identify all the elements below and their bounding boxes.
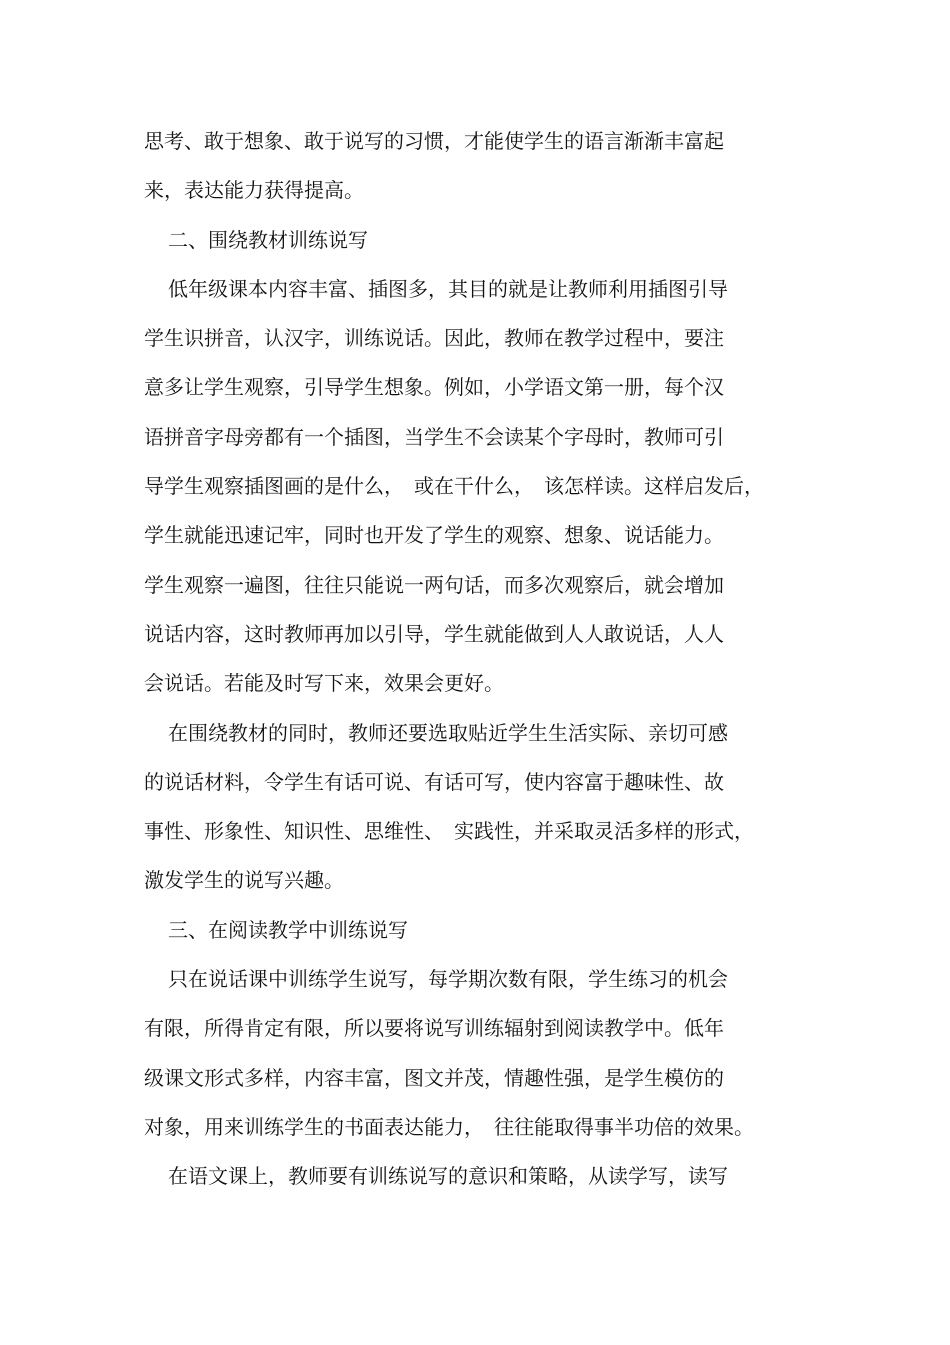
text-line: 思考、敢于想象、敢于说写的习惯，才能使学生的语言渐渐丰富起 <box>144 129 724 153</box>
document-body <box>144 122 794 1207</box>
text-line: 在围绕教材的同时，教师还要选取贴近学生生活实际、亲切可感 <box>168 720 728 745</box>
text-line: 的说话材料，令学生有话可说、有话可写，使内容富于趣味性、故 <box>144 769 724 794</box>
text-line: 在语文课上，教师要有训练说写的意识和策略，从读学写，读写 <box>168 1164 728 1189</box>
text-line: 来，表达能力获得提高。 <box>144 178 364 203</box>
text-line: 级课文形式多样，内容丰富，图文并茂，情趣性强，是学生模仿的 <box>144 1065 724 1090</box>
text-line: 导学生观察插图画的是什么， 或在干什么， 该怎样读。这样启发后， <box>144 474 764 499</box>
text-line: 低年级课本内容丰富、插图多，其目的就是让教师利用插图引导 <box>168 276 728 301</box>
section-heading: 二、围绕教材训练说写 <box>168 227 368 252</box>
text-line: 语拼音字母旁都有一个插图，当学生不会读某个字母时，教师可引 <box>144 424 724 449</box>
text-line: 说话内容，这时教师再加以引导，学生就能做到人人敢说话，人人 <box>144 621 724 646</box>
text-line: 意多让学生观察，引导学生想象。例如，小学语文第一册，每个汉 <box>144 375 724 400</box>
text-line: 学生就能迅速记牢，同时也开发了学生的观察、想象、说话能力。 <box>144 523 724 548</box>
text-line: 学生识拼音，认汉字，训练说话。因此，教师在教学过程中，要注 <box>144 326 724 351</box>
text-line: 学生观察一遍图，往往只能说一两句话，而多次观察后，就会增加 <box>144 572 724 597</box>
text-line: 只在说话课中训练学生说写，每学期次数有限，学生练习的机会 <box>168 967 728 992</box>
text-line: 事性、形象性、知识性、思维性、 实践性，并采取灵活多样的形式， <box>144 819 754 844</box>
section-heading: 三、在阅读教学中训练说写 <box>168 917 408 942</box>
text-line: 有限，所得肯定有限，所以要将说写训练辐射到阅读教学中。低年 <box>144 1016 724 1041</box>
text-line: 对象，用来训练学生的书面表达能力， 往往能取得事半功倍的效果。 <box>144 1114 754 1139</box>
text-line: 会说话。若能及时写下来，效果会更好。 <box>144 671 504 696</box>
text-line: 激发学生的说写兴趣。 <box>144 868 344 893</box>
